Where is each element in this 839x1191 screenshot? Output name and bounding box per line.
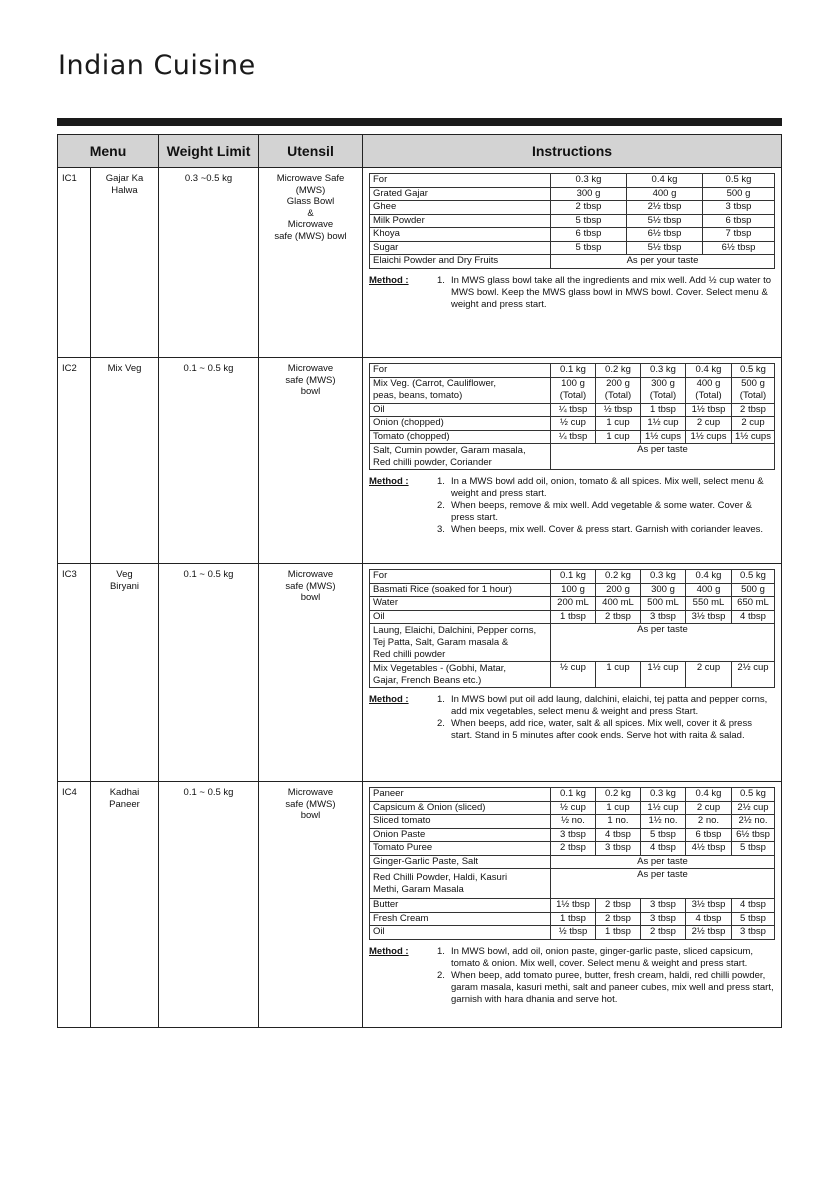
ingredient-value: 2 tbsp [596,912,641,926]
utensil-line: Microwave [287,363,334,374]
ingredient-label: For [370,570,551,584]
ingredient-value: 2½ tbsp [627,201,703,215]
ingredient-value: 1½ cup [641,662,686,688]
ingredient-row [370,855,775,869]
ingredient-header-row [370,788,775,802]
ingredient-value [641,377,686,403]
recipe-instructions [363,168,782,358]
ingredient-row [370,241,775,255]
ingredient-value: 2½ cup [732,662,775,688]
method-step-text: In MWS glass bowl take all the ingredients and mix well. Add ½ cup water to MWS bowl. Keep the MWS glass bowl in MWS bowl. Cover. Select menu & weight and press start. [451,274,771,310]
ingredient-value: 5 tbsp [732,912,775,926]
weight-column: 0.5 kg [703,174,775,188]
value-line: 500 g [741,378,765,389]
method-label: Method : [369,945,409,957]
ingredient-label: Basmati Rice (soaked for 1 hour) [370,583,551,597]
method-steps [423,476,775,536]
ingredient-value: 1 tbsp [596,926,641,940]
label-line: Red Chilli Powder, Haldi, Kasuri [373,871,508,883]
menu-line: Biryani [109,580,140,592]
ingredient-value: ½ no. [551,815,596,829]
ingredient-value: 1 cup [596,662,641,688]
label-line: Laung, Elaichi, Dalchini, Pepper corns, [373,624,537,636]
weight-column: 0.3 kg [551,174,627,188]
method-step-text: When beeps, mix well. Cover & press start. Garnish with coriander leaves. [451,524,764,535]
ingredient-row [370,377,775,403]
ingredient-row [370,815,775,829]
ingredient-value: 3 tbsp [641,899,686,913]
weight-column: 0.3 kg [641,570,686,584]
value-line: (Total) [604,390,632,401]
weight-column: 0.4 kg [686,570,732,584]
recipe-row-ic3 [58,564,782,782]
recipe-code: IC2 [58,358,91,564]
ingredient-value: 3 tbsp [703,201,775,215]
ingredient-row [370,430,775,444]
ingredient-value: 3½ tbsp [686,899,732,913]
ingredient-label: Fresh Cream [370,912,551,926]
ingredient-row [370,828,775,842]
method-block [369,476,775,536]
recipe-instructions [363,782,782,1028]
header-instructions: Instructions [363,135,782,168]
ingredient-row [370,214,775,228]
method-steps [423,946,775,1006]
ingredient-value: 4½ tbsp [686,842,732,856]
ingredient-label: Sliced tomato [370,815,551,829]
ingredient-value: As per taste [551,855,775,869]
ingredient-row [370,926,775,940]
ingredient-value: 1 tbsp [551,610,596,624]
ingredient-value: 3 tbsp [641,912,686,926]
weight-column: 0.3 kg [641,364,686,378]
ingredient-value: 6 tbsp [551,228,627,242]
header-row [58,135,782,168]
ingredient-label [370,444,551,470]
ingredient-value: 7 tbsp [703,228,775,242]
header-utensil: Utensil [259,135,363,168]
weight-column: 0.2 kg [596,364,641,378]
method-steps [423,275,775,311]
ingredient-label: Oil [370,610,551,624]
ingredient-value: 5 tbsp [551,214,627,228]
title-divider-bar [57,118,782,126]
label-line: Mix Vegetables - (Gobhi, Matar, [373,662,507,674]
recipe-instructions [363,564,782,782]
value-line: (Total) [739,390,767,401]
ingredient-value: 1 no. [596,815,641,829]
ingredient-label: Water [370,597,551,611]
ingredient-value: 200 mL [551,597,596,611]
ingredient-value: 3 tbsp [596,842,641,856]
ingredient-value: 500 g [732,583,775,597]
method-step-text: In MWS bowl put oil add laung, dalchini, elaichi, tej patta and pepper corns, add mix vegetables, select menu & weight and press Start. [451,694,768,717]
ingredient-value: 2 cup [686,801,732,815]
method-step: 1. In MWS bowl, add oil, onion paste, ginger-garlic paste, sliced capsicum, tomato & onion. Mix well, cover. Select menu & weight and press start. [437,945,754,969]
ingredient-label: Elaichi Powder and Dry Fruits [370,255,551,269]
ingredient-value: 2 tbsp [551,842,596,856]
label-line: Tej Patta, Salt, Garam masala & [373,636,509,648]
ingredient-table [369,173,775,269]
method-step-text: When beeps, remove & mix well. Add vegetable & some water. Cover & press start. [451,500,752,523]
menu-line: Paneer [109,798,140,810]
ingredient-label: Sugar [370,241,551,255]
ingredient-value: ½ cup [551,417,596,431]
utensil-line: safe (MWS) bowl [274,230,347,242]
ingredient-row [370,842,775,856]
weight-column: 0.3 kg [641,788,686,802]
value-line: 200 g [606,378,630,389]
ingredient-label: Grated Gajar [370,187,551,201]
ingredient-value: 6½ tbsp [703,241,775,255]
weight-column: 0.4 kg [686,364,732,378]
ingredient-value: 6 tbsp [703,214,775,228]
method-step: 1. In MWS bowl put oil add laung, dalchini, elaichi, tej patta and pepper corns, add mix vegetables, select menu & weight and press Start. [437,694,768,717]
ingredient-label: For [370,174,551,188]
page-title: Indian Cuisine [58,50,256,81]
ingredient-value [686,377,732,403]
method-step-text: When beeps, add rice, water, salt & all spices. Mix well, cover it & press start. Stand in 5 minutes after cook ends. Serve hot with raita & salad. [451,718,752,741]
ingredient-value: 2½ cup [732,801,775,815]
value-line: (Total) [695,390,722,401]
ingredient-table [369,787,775,940]
ingredient-value: 200 g [596,583,641,597]
ingredient-value: 3½ tbsp [686,610,732,624]
ingredient-row [370,912,775,926]
menu-line: Gajar Ka [105,173,144,184]
ingredient-value: 2 tbsp [551,201,627,215]
ingredient-label: Paneer [370,788,551,802]
ingredient-value: 2 tbsp [732,403,775,417]
recipe-menu [91,358,159,564]
ingredient-row [370,228,775,242]
recipe-code: IC1 [58,168,91,358]
ingredient-value: 6½ tbsp [732,828,775,842]
ingredient-row [370,201,775,215]
ingredient-value [551,377,596,403]
ingredient-row [370,899,775,913]
method-label: Method : [369,274,409,286]
ingredient-value: 5 tbsp [551,241,627,255]
method-step: 3. When beeps, mix well. Cover & press start. Garnish with coriander leaves. [437,524,764,535]
ingredient-label: Tomato (chopped) [370,430,551,444]
ingredient-label: Onion (chopped) [370,417,551,431]
recipe-weight: 0.3 ~0.5 kg [159,168,259,358]
ingredient-table [369,569,775,688]
ingredient-row [370,403,775,417]
ingredient-value: 5½ tbsp [627,214,703,228]
label-line: Salt, Cumin powder, Garam masala, [373,444,526,456]
value-line: (Total) [559,390,587,401]
ingredient-value: 300 g [641,583,686,597]
ingredient-value: 4 tbsp [686,912,732,926]
menu-line: Veg [116,569,133,580]
weight-column: 0.2 kg [596,788,641,802]
ingredient-row [370,444,775,470]
ingredient-value: 500 g [703,187,775,201]
method-step: 2. When beep, add tomato puree, butter, fresh cream, haldi, red chilli powder, garam masala, kasuri methi, salt and paneer cubes, mix well and press start, garnish with hara dhania and serve hot. [437,969,774,1005]
label-line: Gajar, French Beans etc.) [373,674,482,686]
recipe-code: IC3 [58,564,91,782]
ingredient-label: Ghee [370,201,551,215]
utensil-line: bowl [300,592,321,603]
weight-column: 0.5 kg [732,364,775,378]
method-block [369,694,775,742]
label-line: peas, beans, tomato) [373,390,463,401]
ingredient-value: 5 tbsp [732,842,775,856]
ingredient-label: For [370,364,551,378]
ingredient-row [370,597,775,611]
label-line: Red chilli powder [373,648,446,660]
utensil-line: Microwave [287,569,334,580]
ingredient-value: 1½ tbsp [686,403,732,417]
ingredient-value: ½ cup [551,662,596,688]
ingredient-table [369,363,775,470]
utensil-line: (MWS) [295,184,326,196]
utensil-line: safe (MWS) [285,374,336,386]
ingredient-value: 4 tbsp [596,828,641,842]
ingredient-value: As per taste [551,624,775,662]
recipe-utensil [259,358,363,564]
ingredient-label: Onion Paste [370,828,551,842]
method-steps [423,694,775,742]
ingredient-value: 1½ cups [732,430,775,444]
value-line: (Total) [649,390,677,401]
recipe-utensil [259,168,363,358]
ingredient-value: 550 mL [686,597,732,611]
recipe-utensil [259,782,363,1028]
ingredient-value: 1 cup [596,801,641,815]
ingredient-value: 1½ cups [641,430,686,444]
recipe-menu [91,168,159,358]
ingredient-value: ¼ tbsp [551,430,596,444]
weight-column: 0.2 kg [596,570,641,584]
ingredient-value: 3 tbsp [551,828,596,842]
header-menu: Menu [58,135,159,168]
ingredient-value: 4 tbsp [732,610,775,624]
ingredient-header-row [370,174,775,188]
method-step-text: In MWS bowl, add oil, onion paste, ginger-garlic paste, sliced capsicum, tomato & onion. Mix well, cover. Select menu & weight and press start. [451,945,754,969]
method-step: 2. When beeps, add rice, water, salt & all spices. Mix well, cover it & press start. Stand in 5 minutes after cook ends. Serve hot with raita & salad. [437,718,752,741]
method-label: Method : [369,694,409,705]
method-block [369,946,775,1006]
ingredient-label: Butter [370,899,551,913]
recipe-menu [91,782,159,1028]
method-step: 1. In a MWS bowl add oil, onion, tomato & all spices. Mix well, select menu & weight and press start. [437,476,764,499]
menu-line: Kadhai [109,787,140,798]
ingredient-value: 4 tbsp [641,842,686,856]
recipe-weight: 0.1 ~ 0.5 kg [159,564,259,782]
utensil-line: Microwave [287,219,334,230]
ingredient-value: 1 cup [596,430,641,444]
ingredient-row [370,187,775,201]
ingredient-value: 6½ tbsp [627,228,703,242]
utensil-line: Microwave Safe [276,173,345,184]
ingredient-value: 4 tbsp [732,899,775,913]
utensil-line: bowl [300,386,321,397]
recipe-menu [91,564,159,782]
ingredient-value: ½ tbsp [596,403,641,417]
recipe-row-ic1 [58,168,782,358]
ingredient-header-row [370,364,775,378]
ingredient-value: As per taste [551,444,775,470]
recipe-weight: 0.1 ~ 0.5 kg [159,358,259,564]
utensil-line: bowl [300,810,321,821]
ingredient-value: 2 cup [732,417,775,431]
ingredient-value: 1½ cup [641,417,686,431]
ingredient-value: 5 tbsp [641,828,686,842]
ingredient-value: 2 no. [686,815,732,829]
utensil-line: safe (MWS) [285,580,336,592]
label-line: Mix Veg. (Carrot, Cauliflower, [373,378,497,389]
ingredient-value [732,377,775,403]
ingredient-label [370,869,551,899]
recipe-row-ic2 [58,358,782,564]
ingredient-row [370,255,775,269]
ingredient-label: Oil [370,403,551,417]
weight-column: 0.4 kg [627,174,703,188]
ingredient-row [370,801,775,815]
ingredient-value: 500 mL [641,597,686,611]
ingredient-value: As per taste [551,869,775,899]
ingredient-row [370,869,775,899]
method-step-text: When beep, add tomato puree, butter, fresh cream, haldi, red chilli powder, garam masala, kasuri methi, salt and paneer cubes, mix well and press start, garnish with hara dhania and serve hot. [451,969,774,1005]
ingredient-value: 1½ no. [641,815,686,829]
utensil-line: Glass Bowl [286,196,335,207]
ingredient-row [370,417,775,431]
menu-line: Mix Veg [107,363,142,374]
utensil-line: & [307,207,314,219]
ingredient-value [596,377,641,403]
weight-column: 0.5 kg [732,570,775,584]
label-line: Methi, Garam Masala [373,883,464,895]
ingredient-value: As per your taste [551,255,775,269]
ingredient-value: ½ cup [551,801,596,815]
ingredient-label [370,624,551,662]
ingredient-value: 2 tbsp [641,926,686,940]
ingredient-value: 400 g [627,187,703,201]
ingredient-label [370,662,551,688]
ingredient-row [370,624,775,662]
ingredient-value: ¼ tbsp [551,403,596,417]
ingredient-value: 1½ tbsp [551,899,596,913]
ingredient-value: 2 cup [686,417,732,431]
ingredient-value: 1 tbsp [551,912,596,926]
recipe-row-ic4 [58,782,782,1028]
utensil-line: Microwave [287,787,334,798]
method-label: Method : [369,476,409,487]
ingredient-value: 400 g [686,583,732,597]
ingredient-value: 3 tbsp [732,926,775,940]
ingredient-value: 650 mL [732,597,775,611]
ingredient-value: 2 cup [686,662,732,688]
ingredient-label: Ginger-Garlic Paste, Salt [370,855,551,869]
weight-column: 0.1 kg [551,570,596,584]
ingredient-value: 2 tbsp [596,899,641,913]
ingredient-value: 3 tbsp [641,610,686,624]
ingredient-value: 1 cup [596,417,641,431]
ingredient-value: 2½ tbsp [686,926,732,940]
recipe-code: IC4 [58,782,91,1028]
value-line: 400 g [696,378,721,389]
ingredient-label: Tomato Puree [370,842,551,856]
ingredient-value: 1½ cup [641,801,686,815]
ingredient-label: Khoya [370,228,551,242]
ingredient-label: Oil [370,926,551,940]
recipe-weight: 0.1 ~ 0.5 kg [159,782,259,1028]
ingredient-row [370,662,775,688]
recipe-instructions [363,358,782,564]
method-step: 1. In MWS glass bowl take all the ingredients and mix well. Add ½ cup water to MWS bowl. Keep the MWS glass bowl in MWS bowl. Cover. Select menu & weight and press start. [437,274,771,310]
ingredient-value: 400 mL [596,597,641,611]
label-line: Red chilli powder, Coriander [373,456,492,468]
ingredient-value: ½ tbsp [551,926,596,940]
ingredient-value: 5½ tbsp [627,241,703,255]
weight-column: 0.1 kg [551,364,596,378]
ingredient-header-row [370,570,775,584]
utensil-line: safe (MWS) [285,798,336,810]
ingredient-value: 1 tbsp [641,403,686,417]
menu-line: Halwa [111,184,138,196]
weight-column: 0.5 kg [732,788,775,802]
ingredient-label [370,377,551,403]
ingredient-value: 100 g [551,583,596,597]
method-step: 2. When beeps, remove & mix well. Add vegetable & some water. Cover & press start. [437,500,752,523]
ingredient-value: 2 tbsp [596,610,641,624]
header-weight-limit: Weight Limit [159,135,259,168]
weight-column: 0.4 kg [686,788,732,802]
ingredient-label: Capsicum & Onion (sliced) [370,801,551,815]
ingredient-value: 6 tbsp [686,828,732,842]
value-line: 300 g [651,378,675,389]
method-block [369,275,775,311]
ingredient-label: Milk Powder [370,214,551,228]
ingredient-value: 300 g [551,187,627,201]
ingredient-value: 2½ no. [732,815,775,829]
ingredient-value: 1½ cups [686,430,732,444]
value-line: 100 g [561,378,585,389]
ingredient-row [370,583,775,597]
method-step-text: In a MWS bowl add oil, onion, tomato & all spices. Mix well, select menu & weight and press start. [451,476,764,499]
weight-column: 0.1 kg [551,788,596,802]
recipe-utensil [259,564,363,782]
recipe-table [57,134,782,1028]
ingredient-row [370,610,775,624]
